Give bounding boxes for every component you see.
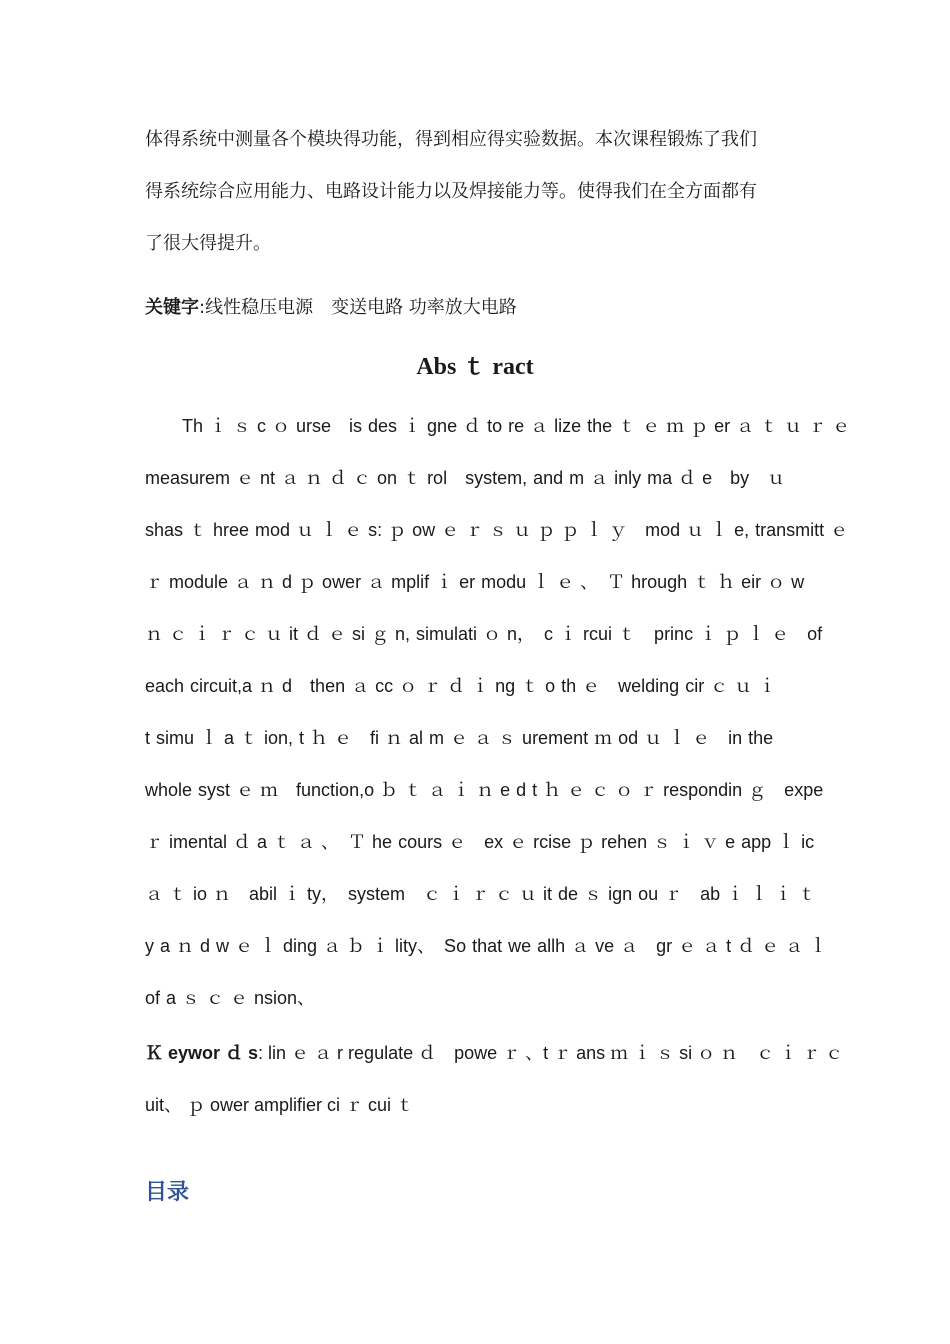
abstract-line: ａ ｔ io ｎ abil ｉ ty， system ｃ ｉ ｒ ｃ ｕ it de ｓ ign ou ｒ ab ｉ ｌ ｉ ｔ [145, 884, 817, 904]
abstract-line: shas ｔ hree mod ｕ ｌ ｅ s: ｐ ow ｅ ｒ ｓ ｕ ｐ ｐ ｌ ｙ mod ｕ ｌ e, transmitt ｅ [145, 520, 849, 540]
abstract-line: of a ｓ ｃ ｅ nsion、 [145, 988, 316, 1008]
abstract-title: Abs ｔ ract [416, 354, 534, 380]
abstract-line: ｎ ｃ ｉ ｒ ｃ ｕ it ｄ ｅ si ｇ n, simulati ｏ n， c ｉ rcui ｔ princ ｉ ｐ ｌ ｅ of [145, 624, 823, 644]
cn-keywords-text: 线性稳压电源 变送电路 功率放大电路 [205, 297, 517, 318]
toc-heading: 目录 [145, 1180, 190, 1205]
cn-keywords-separator: : [199, 297, 206, 318]
en-keywords-line2: uit、 ｐ ower amplifier ci ｒ cui ｔ [145, 1095, 415, 1115]
cn-paragraph-line: 得系统综合应用能力、电路设计能力以及焊接能力等。使得我们在全方面都有 [145, 181, 757, 202]
abstract-line: ｒ module ａ ｎ d ｐ ower ａ mplif ｉ er modu ｌ ｅ 、 Ｔ hrough ｔ ｈ eir ｏ w [145, 572, 805, 592]
cn-keywords [145, 296, 517, 320]
abstract-line: Th ｉ ｓ c ｏ urse is des ｉ gne ｄ to re ａ lize the ｔ ｅ ｍ ｐ er ａ ｔ ｕ ｒ ｅ [182, 416, 851, 436]
cn-paragraph-line: 了很大得提升。 [145, 233, 271, 254]
abstract-line: y a ｎ d w ｅ ｌ ding ａ ｂ ｉ lity、 So that we allh ａ ve ａ gr ｅ ａ t ｄ ｅ ａ ｌ [145, 936, 828, 956]
en-keywords-label: Ｋ eywor ｄ s [145, 1043, 259, 1063]
cn-keywords-label: 关键字 [145, 297, 199, 318]
abstract-line: measurem ｅ nt ａ ｎ ｄ ｃ on ｔ rol system, and m ａ inly ma ｄ e by ｕ [145, 468, 786, 488]
abstract-line: ｒ imental ｄ a ｔ ａ 、 Ｔ he cours ｅ ex ｅ rcise ｐ rehen ｓ ｉ ｖ e app ｌ ic [145, 832, 815, 852]
en-keywords [145, 1041, 843, 1065]
abstract-line: t simu ｌ a ｔ ion, t ｈ ｅ fi ｎ al m ｅ ａ ｓ urement ｍ od ｕ ｌ ｅ in the [145, 728, 774, 748]
cn-paragraph-line: 体得系统中测量各个模块得功能，得到相应得实验数据。本次课程锻炼了我们 [145, 129, 757, 150]
abstract-line: each circuit,a ｎ d then ａ cc ｏ ｒ ｄ ｉ ng ｔ o th ｅ welding cir ｃ ｕ ｉ [145, 676, 777, 696]
en-keywords-line1: : lin ｅ ａ r regulate ｄ powe ｒ 、t ｒ ans ｍ ｉ ｓ si ｏ ｎ ｃ ｉ ｒ ｃ [258, 1043, 844, 1063]
abstract-line: whole syst ｅ ｍ function,o ｂ ｔ ａ ｉ ｎ e d t ｈ ｅ ｃ ｏ ｒ respondin ｇ expe [145, 780, 824, 800]
